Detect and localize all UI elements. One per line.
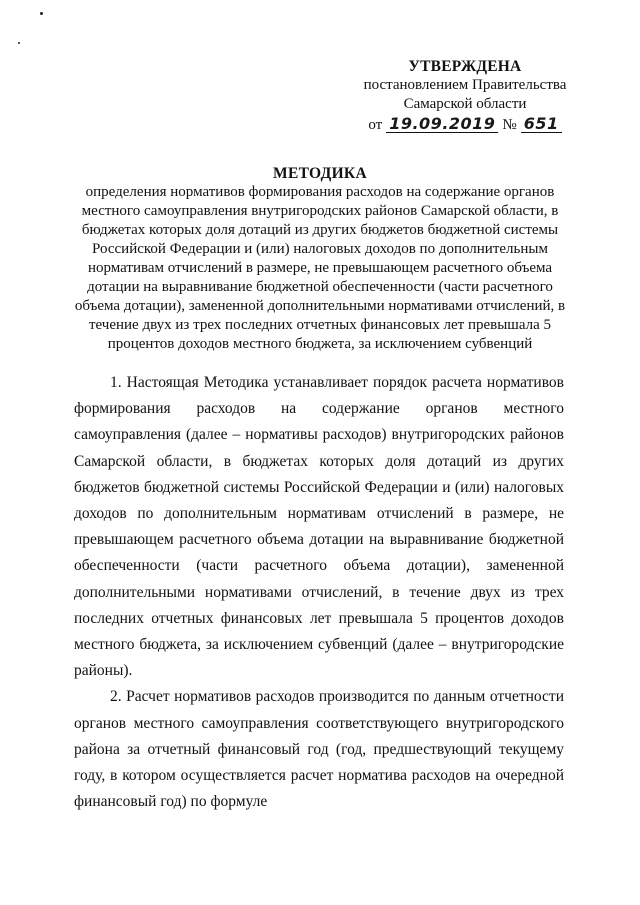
approval-stamp <box>350 57 580 135</box>
approval-date-line <box>350 115 580 135</box>
paragraph-1: 1. Настоящая Методика устанавливает порядок расчета нормативов формирования расходов на содержание органов местного самоуправления (далее – нормативы расходов) внутригородских районов Самарской области, в бюджетах которых доля дотаций из других бюджетов бюджетной системы Российской Федерации и (или) налоговых доходов по дополнительным нормативам отчислений в размере, не превышающем расчетного объема дотации на выравнивание бюджетной обеспеченности (части расчетного объема дотации), замененной дополнительными нормативами отчислений, в течение двух из трех последних отчетных финансовых лет превышала 5 процентов доходов местного бюджета, за исключением субвенций (далее – внутригородские районы). <box>74 374 564 680</box>
scan-speck <box>18 42 20 44</box>
number-label: № <box>502 117 517 133</box>
date-prefix: от <box>368 117 383 133</box>
handwritten-date: 19.09.2019 <box>386 115 498 133</box>
paragraph-2: 2. Расчет нормативов расходов производится по данным отчетности органов местного самоуправления соответствующего внутригородского района за отчетный финансовый год (год, предшествующий текущему году, в котором осуществляется расчет норматива расходов на очередной финансовый год) по формуле <box>74 688 564 811</box>
document-subtitle: определения нормативов формирования расходов на содержание органов местного самоуправления внутригородских районов Самарской области, в бюджетах которых доля дотаций из других бюджетов бюджетной системы Российской Федерации и (или) налоговых доходов по дополнительным нормативам отчислений в размере, не превышающем расчетного объема дотации на выравнивание бюджетной обеспеченности (части расчетного объема дотации), замененной дополнительными нормативами отчислений, в течение двух из трех последних отчетных финансовых лет превышала 5 процентов доходов местного бюджета, за исключением субвенций <box>74 184 566 352</box>
handwritten-number: 651 <box>521 115 562 133</box>
document-title: МЕТОДИКА <box>273 165 367 182</box>
document-body <box>74 370 564 815</box>
scan-speck <box>40 12 43 15</box>
approval-line-1: постановлением Правительства <box>363 77 567 93</box>
approval-line-2: Самарской области <box>403 96 527 112</box>
approval-heading: УТВЕРЖДЕНА <box>408 58 522 75</box>
